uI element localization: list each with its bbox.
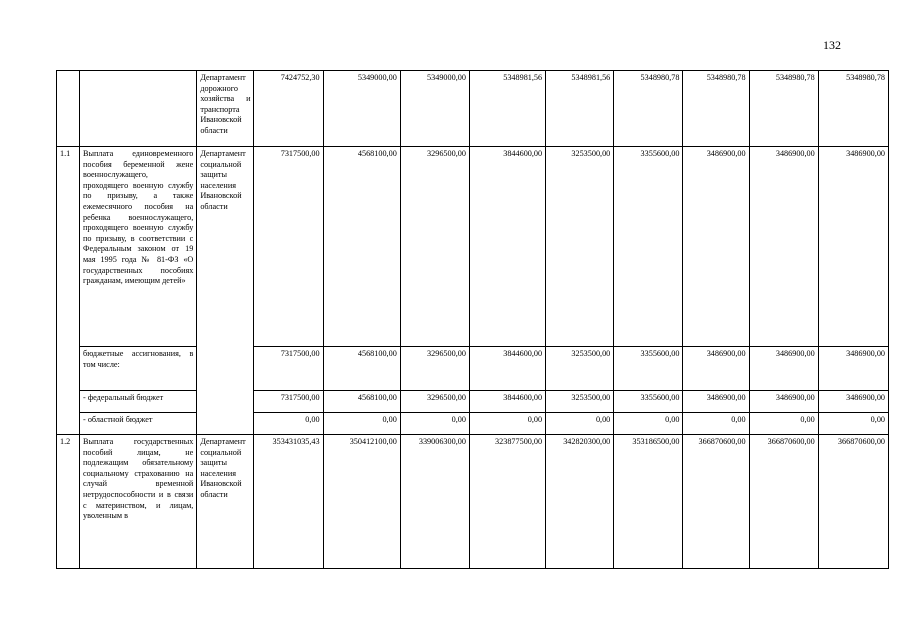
- row-department: Департамент социальной защиты населения Ивановской области: [197, 435, 254, 569]
- value-cell: 0,00: [469, 413, 545, 435]
- value-cell: 3253500,00: [546, 391, 614, 413]
- value-cell: 3486900,00: [749, 147, 818, 347]
- value-cell: 5349000,00: [323, 71, 400, 147]
- value-cell: 5348980,78: [749, 71, 818, 147]
- value-cell: 7317500,00: [254, 347, 323, 391]
- value-cell: 339006300,00: [400, 435, 469, 569]
- value-cell: 0,00: [614, 413, 683, 435]
- value-cell: 4568100,00: [323, 147, 400, 347]
- value-cell: 3486900,00: [749, 347, 818, 391]
- value-cell: 0,00: [254, 413, 323, 435]
- value-cell: 3296500,00: [400, 347, 469, 391]
- value-cell: 342820300,00: [546, 435, 614, 569]
- value-cell: 3844600,00: [469, 347, 545, 391]
- table-row: [57, 347, 889, 391]
- row-description: Выплата единовременного пособия беременной жене военнослужащего, проходящего военную службу по призыву, а также ежемесячного пособия на ребенка военнослужащего, проходящего военную службу по призыву, в соответствии с Федеральным законом от 19 мая 1995 года № 81-ФЗ «О государственных пособиях гражданам, имеющим детей»: [80, 147, 197, 347]
- value-cell: 3296500,00: [400, 147, 469, 347]
- value-cell: 0,00: [749, 413, 818, 435]
- value-cell: 3253500,00: [546, 347, 614, 391]
- value-cell: 3486900,00: [818, 391, 888, 413]
- table-row: [57, 391, 889, 413]
- value-cell: 3253500,00: [546, 147, 614, 347]
- value-cell: 323877500,00: [469, 435, 545, 569]
- table-row: [57, 413, 889, 435]
- value-cell: 350412100,00: [323, 435, 400, 569]
- value-cell: 5348981,56: [469, 71, 545, 147]
- row-sublabel: - областной бюджет: [80, 413, 197, 435]
- row-description: [80, 71, 197, 147]
- row-department: Департамент социальной защиты населения Ивановской области: [197, 147, 254, 435]
- value-cell: 5348980,78: [818, 71, 888, 147]
- value-cell: 366870600,00: [749, 435, 818, 569]
- value-cell: 5348980,78: [614, 71, 683, 147]
- value-cell: 0,00: [546, 413, 614, 435]
- table-row: [57, 71, 889, 147]
- value-cell: 3355600,00: [614, 391, 683, 413]
- value-cell: 0,00: [683, 413, 749, 435]
- value-cell: 3486900,00: [818, 347, 888, 391]
- row-index: [57, 71, 80, 147]
- value-cell: 0,00: [400, 413, 469, 435]
- value-cell: 7317500,00: [254, 391, 323, 413]
- value-cell: 3486900,00: [683, 391, 749, 413]
- row-sublabel: - федеральный бюджет: [80, 391, 197, 413]
- value-cell: 3486900,00: [683, 147, 749, 347]
- value-cell: 3844600,00: [469, 391, 545, 413]
- value-cell: 0,00: [323, 413, 400, 435]
- row-index: 1.1: [57, 147, 80, 435]
- value-cell: 3486900,00: [683, 347, 749, 391]
- value-cell: 3486900,00: [749, 391, 818, 413]
- value-cell: 3486900,00: [818, 147, 888, 347]
- value-cell: 4568100,00: [323, 391, 400, 413]
- value-cell: 5349000,00: [400, 71, 469, 147]
- value-cell: 366870600,00: [683, 435, 749, 569]
- row-sublabel: бюджетные ассигнования, в том числе:: [80, 347, 197, 391]
- value-cell: 5348980,78: [683, 71, 749, 147]
- value-cell: 3355600,00: [614, 147, 683, 347]
- page-number: 132: [823, 38, 841, 52]
- budget-table: [56, 70, 889, 569]
- value-cell: 3844600,00: [469, 147, 545, 347]
- table-row: [57, 147, 889, 347]
- value-cell: 5348981,56: [546, 71, 614, 147]
- value-cell: 353186500,00: [614, 435, 683, 569]
- row-description: Выплата государственных пособий лицам, не подлежащим обязательному социальному страхованию на случай временной нетрудоспособности и в связи с материнством, и лицам, уволенным в: [80, 435, 197, 569]
- table-row: [57, 435, 889, 569]
- value-cell: 7424752,30: [254, 71, 323, 147]
- value-cell: 3355600,00: [614, 347, 683, 391]
- value-cell: 0,00: [818, 413, 888, 435]
- value-cell: 366870600,00: [818, 435, 888, 569]
- row-department: Департамент дорожного хозяйства и транспорта Ивановской области: [197, 71, 254, 147]
- value-cell: 7317500,00: [254, 147, 323, 347]
- value-cell: 353431035,43: [254, 435, 323, 569]
- row-index: 1.2: [57, 435, 80, 569]
- value-cell: 3296500,00: [400, 391, 469, 413]
- value-cell: 4568100,00: [323, 347, 400, 391]
